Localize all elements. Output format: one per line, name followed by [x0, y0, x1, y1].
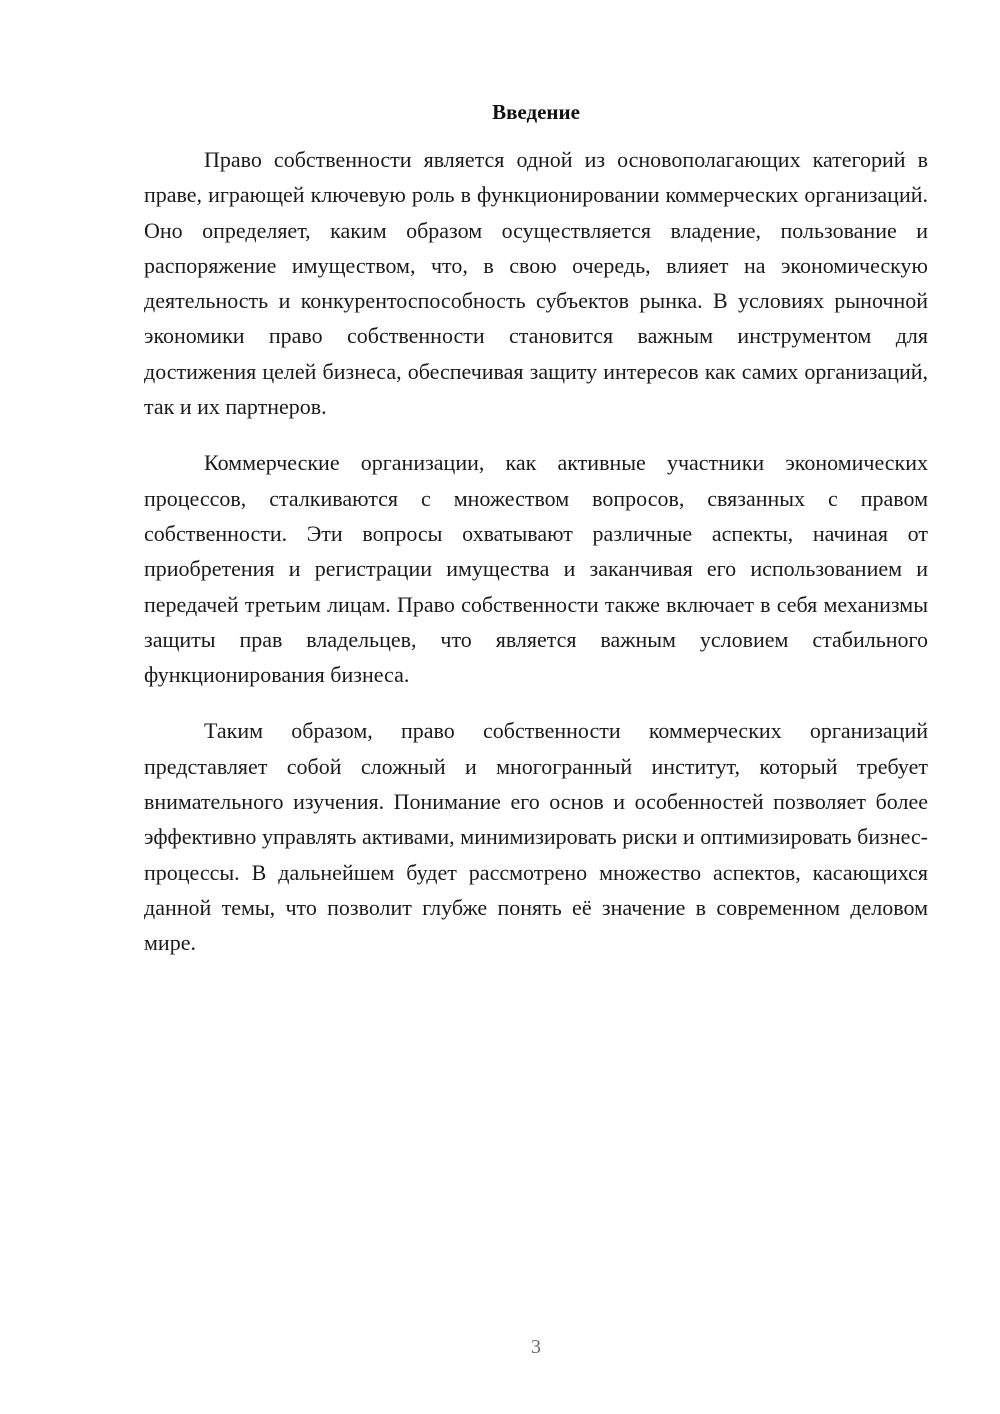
paragraph-3: Таким образом, право собственности коммерческих организаций представляет собой сложный и многогранный институт, который требует внимательного изучения. Понимание его основ и особенностей позволяет более эффективно управлять активами, минимизировать риски и оптимизировать бизнес-процессы. В дальнейшем будет рассмотрено множество аспектов, касающихся данной темы, что позволит глубже понять её значение в современном деловом мире.	[144, 718, 928, 956]
paragraph-2: Коммерческие организации, как активные участники экономических процессов, сталкиваются с множеством вопросов, связанных с правом собственности. Эти вопросы охватывают различные аспекты, начиная от приобретения и регистрации имущества и заканчивая его использованием и передачей третьим лицам. Право собственности также включает в себя механизмы защиты прав владельцев, что является важным условием стабильного функционирования бизнеса.	[144, 450, 928, 688]
paragraph-1: Право собственности является одной из основополагающих категорий в праве, играющей ключевую роль в функционировании коммерческих организаций. Оно определяет, каким образом осуществляется владение, пользование и распоряжение имуществом, что, в свою очередь, влияет на экономическую деятельность и конкурентоспособность субъектов рынка. В условиях рыночной экономики право собственности становится важным инструментом для достижения целей бизнеса, обеспечивая защиту интересов как самих организаций, так и их партнеров.	[144, 147, 928, 420]
section-title: Введение	[492, 100, 580, 124]
page-number: 3	[531, 1336, 541, 1358]
document-body	[144, 142, 928, 961]
